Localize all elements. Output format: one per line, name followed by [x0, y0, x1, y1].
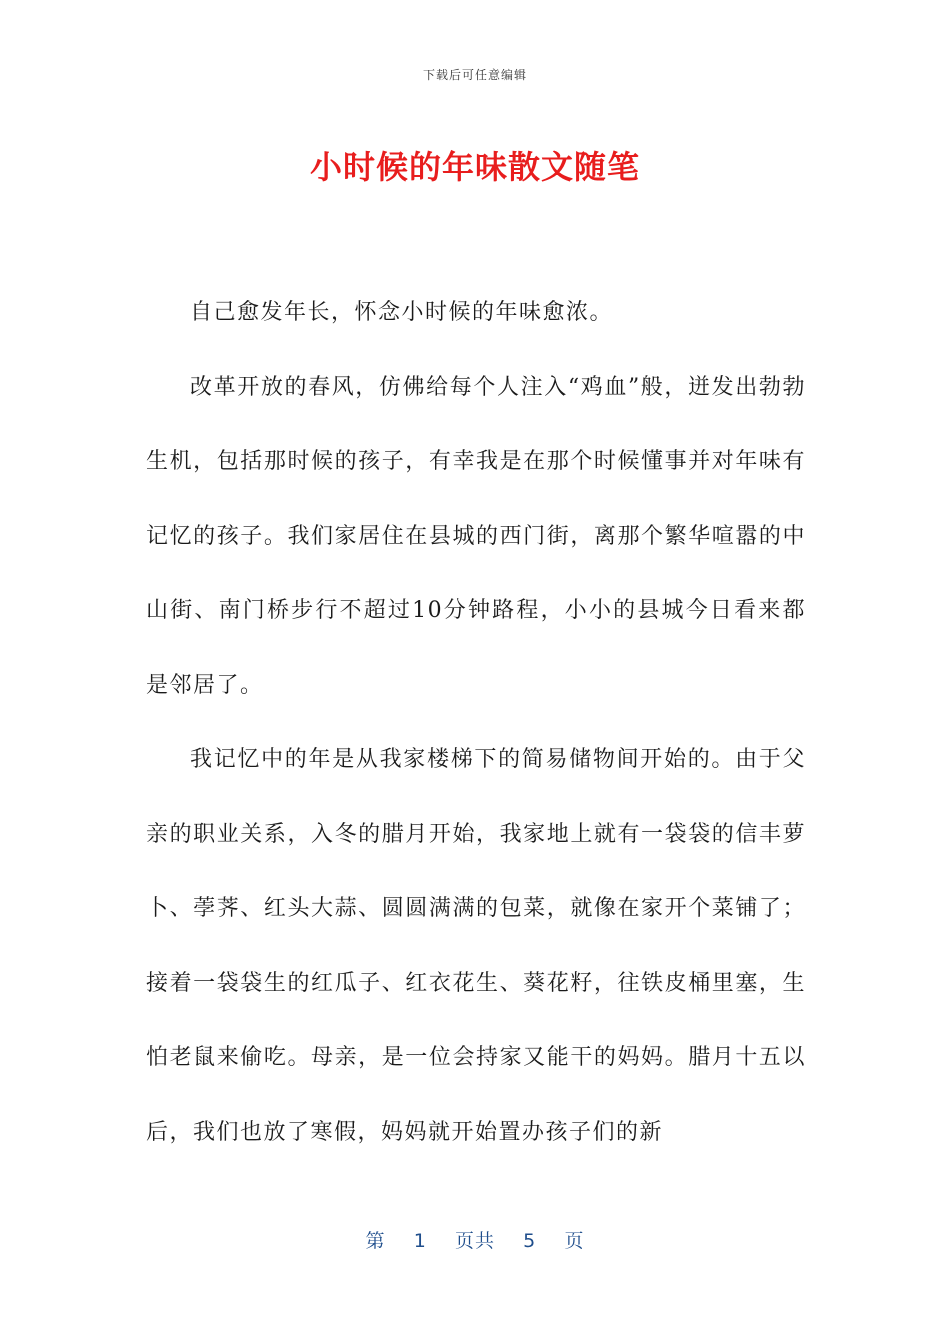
current-page-number: 1: [413, 1230, 427, 1252]
paragraph-1: 自己愈发年长，怀念小时候的年味愈浓。: [190, 300, 614, 325]
document-title: 小时候的年味散文随笔: [309, 148, 640, 186]
page-label-middle: 页共: [454, 1230, 495, 1252]
document-body: [146, 276, 806, 1170]
total-pages-number: 5: [523, 1230, 537, 1252]
header-note: 下载后可任意编辑: [422, 68, 527, 82]
page-label-prefix: 第: [365, 1230, 386, 1252]
paragraph-3: 我记忆中的年是从我家楼梯下的简易储物间开始的。由于父亲的职业关系，入冬的腊月开始，我家地上就有一袋袋的信丰萝卜、荸荠、红头大蒜、圆圆满满的包菜，就像在家开个菜铺了；接着一袋袋生的红瓜子、红衣花生、葵花籽，往铁皮桶里塞，生怕老鼠来偷吃。母亲，是一位会持家又能干的妈妈。腊月十五以后，我们也放了寒假，妈妈就开始置办孩子们的新: [146, 747, 806, 1145]
paragraph-2: 改革开放的春风，仿佛给每个人注入“鸡血”般，迸发出勃勃生机，包括那时候的孩子，有幸我是在那个时候懂事并对年味有记忆的孩子。我们家居住在县城的西门街，离那个繁华喧嚣的中山街、南门桥步行不超过10分钟路程，小小的县城今日看来都是邻居了。: [146, 374, 806, 698]
page-label-suffix: 页: [564, 1230, 585, 1252]
page-number-footer: [0, 1226, 950, 1253]
